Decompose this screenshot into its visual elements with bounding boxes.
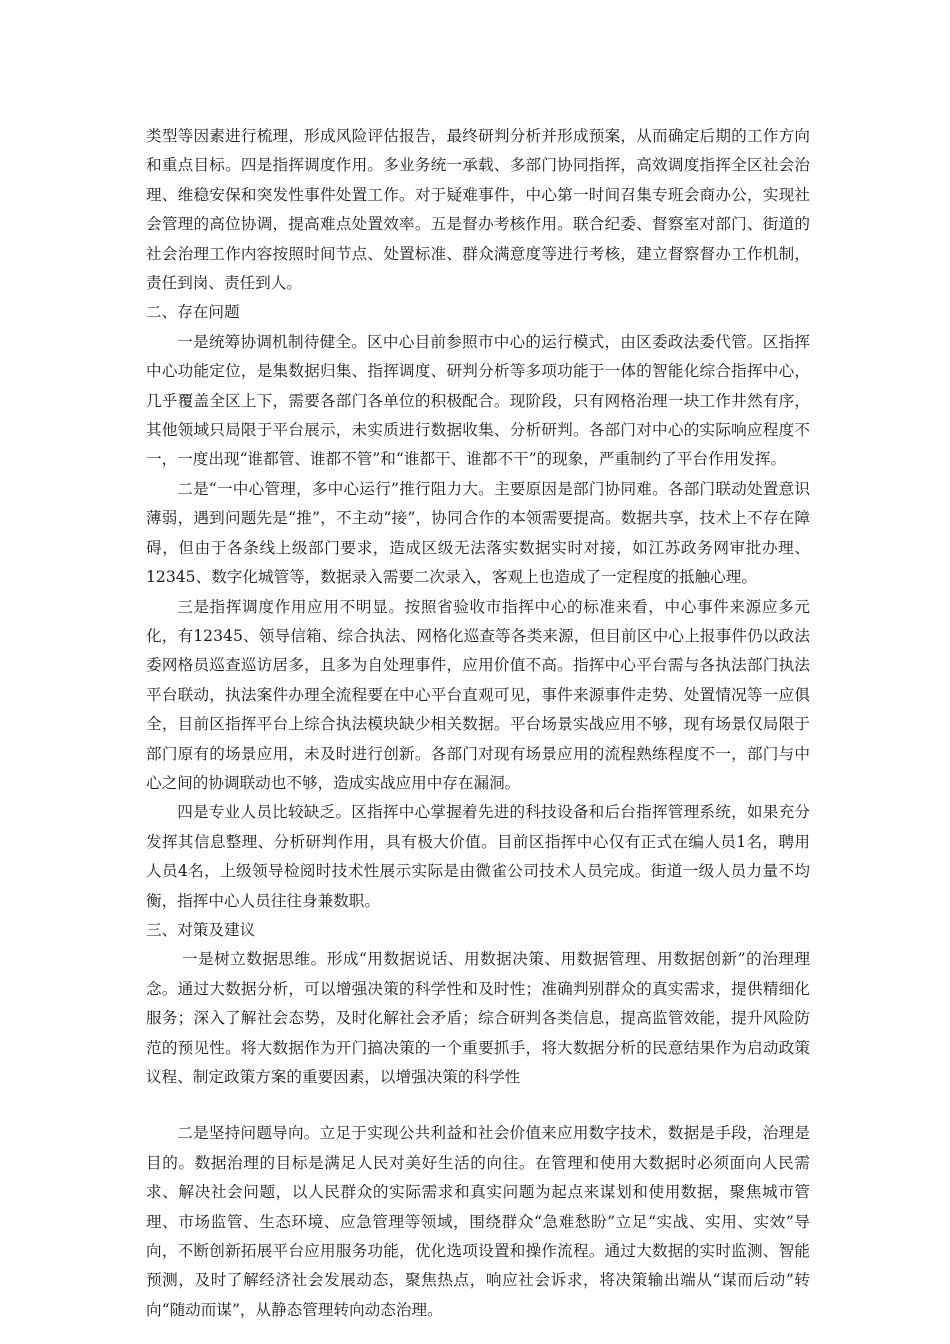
paragraph-problem-2: 二是“一中心管理，多中心运行”推行阻力大。主要原因是部门协同难。各部门联动处置意识薄弱，遇到问题先是“推”，不主动“接”，协同合作的本领需要提高。数据共享，技术上不存在障碍，但由于各条线上级部门要求，造成区级无法落实数据实时对接，如江苏政务网审批办理、12345、数字化城管等，数据录入需要二次录入，客观上也造成了一定程度的抵触心理。 xyxy=(146,479,810,587)
blank-line xyxy=(146,1092,810,1119)
section-heading-problems: 二、存在问题 xyxy=(146,303,240,322)
paragraph-problem-4: 四是专业人员比较缺乏。区指挥中心掌握着先进的科技设备和后台指挥管理系统，如果充分发挥其信息整理、分析研判作用，具有极大价值。目前区指挥中心仅有正式在编人员1名，聘用人员4名，上级领导检阅时技术性展示实际是由微雀公司技术人员完成。街道一级人员力量不均衡，指挥中心人员往往身兼数职。 xyxy=(146,803,810,910)
paragraph-problem-3: 三是指挥调度作用应用不明显。按照省验收市指挥中心的标准来看，中心事件来源应多元化，有12345、领导信箱、综合执法、网格化巡查等各类来源，但目前区中心上报事件仍以政法委网格员巡查巡访居多，且多为自处理事件，应用价值不高。指挥中心平台需与各执法部门执法平台联动，执法案件办理全流程要在中心平台直观可见，事件来源事件走势、处置情况等一应俱全，目前区指挥平台上综合执法模块缺少相关数据。平台场景实战应用不够，现有场景仅局限于部门原有的场景应用，未及时进行创新。各部门对现有场景应用的流程熟练程度不一，部门与中心之间的协调联动也不够，造成实战应用中存在漏洞。 xyxy=(146,597,810,792)
paragraph-suggestion-2: 二是坚持问题导向。立足于实现公共利益和社会价值来应用数字技术，数据是手段，治理是目的。数据治理的目标是满足人民对美好生活的向往。在管理和使用大数据时必须面向人民需求、解决社会问题，以人民群众的实际需求和真实问题为起点来谋划和使用数据，聚焦城市管理、市场监管、生态环境、应急管理等领域，围绕群众“急难愁盼”立足“实战、实用、实效”导向，不断创新拓展平台应用服务功能，优化选项设置和操作流程。通过大数据的实时监测、智能预测，及时了解经济社会发展动态，聚焦热点，响应社会诉求，将决策输出端从“谋而后动”转向“随动而谋”，从静态管理转向动态治理。 xyxy=(146,1124,810,1319)
paragraph-suggestion-1: 一是树立数据思维。形成“用数据说话、用数据决策、用数据管理、用数据创新”的治理理念。通过大数据分析，可以增强决策的科学性和及时性；准确判别群众的真实需求，提供精细化服务；深入了解社会态势，及时化解社会矛盾；综合研判各类信息，提高监管效能，提升风险防范的预见性。将大数据作为开门搞决策的一个重要抓手，将大数据分析的民意结果作为启动政策议程、制定政策方案的重要因素，以增强决策的科学性 xyxy=(146,950,810,1086)
paragraph-continuation: 类型等因素进行梳理，形成风险评估报告，最终研判分析并形成预案，从而确定后期的工作方向和重点目标。四是指挥调度作用。多业务统一承载、多部门协同指挥，高效调度指挥全区社会治理、维稳安保和突发性事件处置工作。对于疑难事件，中心第一时间召集专班会商办公，实现社会管理的高位协调，提高难点处置效率。五是督办考核作用。联合纪委、督察室对部门、街道的社会治理工作内容按照时间节点、处置标准、群众满意度等进行考核，建立督察督办工作机制，责任到岗、责任到人。 xyxy=(146,127,810,293)
section-heading-suggestions: 三、对策及建议 xyxy=(146,920,256,939)
paragraph-problem-1: 一是统筹协调机制待健全。区中心目前参照市中心的运行模式，由区委政法委代管。区指挥中心功能定位，是集数据归集、指挥调度、研判分析等多项功能于一体的智能化综合指挥中心，几乎覆盖全区上下，需要各部门各单位的积极配合。现阶段，只有网格治理一块工作井然有序，其他领域只局限于平台展示，未实质进行数据收集、分析研判。各部门对中心的实际响应程度不一，一度出现“谁都管、谁都不管”和“谁都干、谁都不干”的现象，严重制约了平台作用发挥。 xyxy=(146,332,810,469)
document-body xyxy=(146,122,810,1325)
